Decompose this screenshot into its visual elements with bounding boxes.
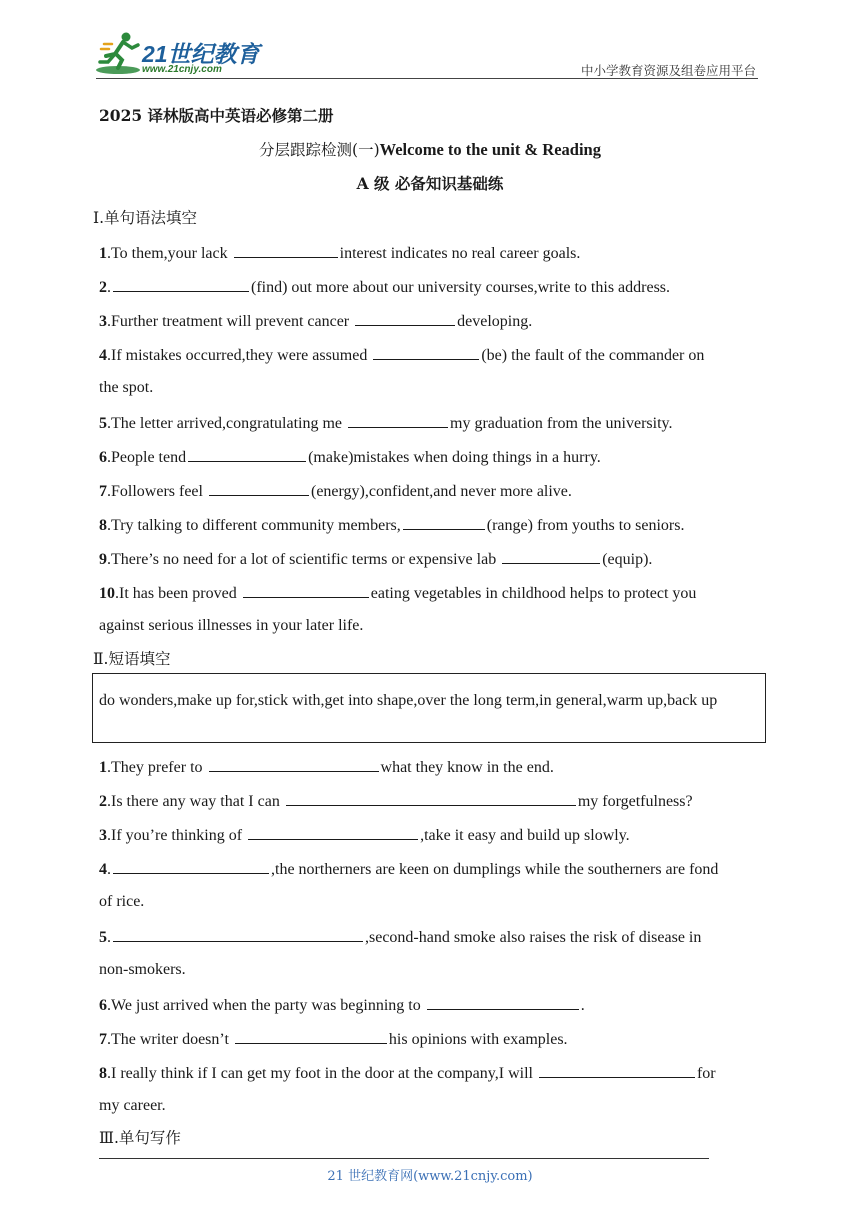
- answer-blank[interactable]: [539, 1062, 695, 1078]
- question-2-1: 1.They prefer to what they know in the end.: [99, 756, 763, 778]
- document-title: 2025 译林版高中英语必修第二册: [99, 106, 334, 125]
- question-1-10: 10.It has been proved eating vegetables in childhood helps to protect you: [99, 582, 763, 604]
- question-2-4-cont: of rice.: [99, 893, 145, 910]
- question-2-2: 2.Is there any way that I can my forgetfulness?: [99, 790, 763, 812]
- answer-blank[interactable]: [188, 446, 306, 462]
- logo: [96, 30, 276, 78]
- platform-name: 中小学教育资源及组卷应用平台: [580, 63, 756, 78]
- question-1-4-cont: the spot.: [99, 379, 154, 396]
- question-1-3: 3.Further treatment will prevent cancer developing.: [99, 310, 763, 332]
- answer-blank[interactable]: [502, 548, 600, 564]
- page-footer: 21 世纪教育网(www.21cnjy.com): [327, 1169, 533, 1184]
- section-3-heading: Ⅲ.单句写作: [99, 1129, 181, 1147]
- question-2-5: 5. ,second-hand smoke also raises the risk of disease in: [99, 926, 763, 948]
- question-1-10-cont: against serious illnesses in your later life.: [99, 617, 364, 634]
- question-1-4: 4.If mistakes occurred,they were assumed (be) the fault of the commander on: [99, 344, 763, 366]
- document-subtitle: [0, 140, 860, 160]
- answer-blank[interactable]: [248, 824, 418, 840]
- logo-text: 21世纪教育: [142, 41, 260, 67]
- question-2-3: 3.If you’re thinking of ,take it easy and build up slowly.: [99, 824, 763, 846]
- header-divider: [96, 78, 758, 79]
- phrase-bank-box: [92, 673, 766, 743]
- answer-blank[interactable]: [209, 480, 309, 496]
- answer-blank[interactable]: [113, 858, 269, 874]
- answer-blank[interactable]: [348, 412, 448, 428]
- question-2-5-cont: non-smokers.: [99, 961, 186, 978]
- answer-blank[interactable]: [427, 994, 579, 1010]
- subtitle-cn: 分层跟踪检测(一): [259, 141, 380, 159]
- answer-blank[interactable]: [373, 344, 479, 360]
- question-1-2: 2. (find) out more about our university courses,write to this address.: [99, 276, 763, 298]
- answer-blank[interactable]: [243, 582, 369, 598]
- section-2-heading: Ⅱ.短语填空: [93, 650, 171, 668]
- question-2-6: 6.We just arrived when the party was beginning to .: [99, 994, 763, 1016]
- question-2-8-cont: my career.: [99, 1097, 166, 1114]
- answer-blank[interactable]: [286, 790, 576, 806]
- question-1-7: 7.Followers feel (energy),confident,and never more alive.: [99, 480, 763, 502]
- question-1-5: 5.The letter arrived,congratulating me my graduation from the university.: [99, 412, 763, 434]
- answer-blank[interactable]: [355, 310, 455, 326]
- answer-blank[interactable]: [234, 242, 338, 258]
- question-1-9: 9.There’s no need for a lot of scientific terms or expensive lab (equip).: [99, 548, 763, 570]
- answer-blank[interactable]: [113, 276, 249, 292]
- footer-divider: [99, 1158, 709, 1159]
- level-heading: A 级 必备知识基础练: [356, 174, 504, 193]
- question-2-8: 8.I really think if I can get my foot in the door at the company,I will for: [99, 1062, 763, 1084]
- answer-blank[interactable]: [235, 1028, 387, 1044]
- subtitle-en: Welcome to the unit & Reading: [379, 140, 601, 159]
- question-1-6: 6.People tend (make)mistakes when doing things in a hurry.: [99, 446, 763, 468]
- answer-blank[interactable]: [403, 514, 485, 530]
- question-1-8: 8.Try talking to different community members, (range) from youths to seniors.: [99, 514, 763, 536]
- question-2-7: 7.The writer doesn’t his opinions with examples.: [99, 1028, 763, 1050]
- answer-blank[interactable]: [113, 926, 363, 942]
- logo-url: www.21cnjy.com: [142, 64, 222, 75]
- section-1-heading: Ⅰ.单句语法填空: [93, 209, 198, 227]
- answer-blank[interactable]: [209, 756, 379, 772]
- question-1-1: 1.To them,your lack interest indicates no real career goals.: [99, 242, 763, 264]
- phrase-bank-text: do wonders,make up for,stick with,get into shape,over the long term,in general,warm up,back up: [99, 692, 718, 709]
- page-header: [96, 30, 756, 80]
- question-2-4: 4. ,the northerners are keen on dumplings while the southerners are fond: [99, 858, 763, 880]
- runner-logo-icon: [96, 30, 144, 78]
